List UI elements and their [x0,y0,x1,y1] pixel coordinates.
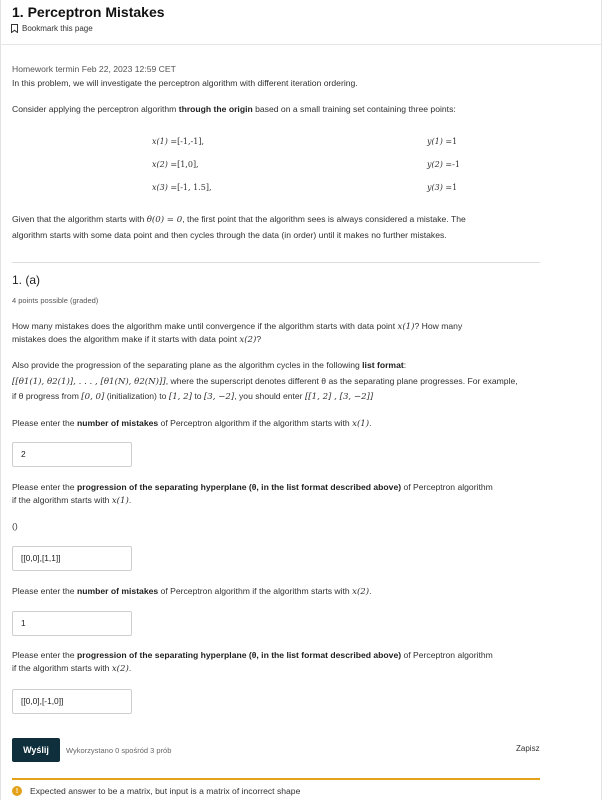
prompt-progression-x1-2: if the algorithm starts with x(1). [12,495,132,506]
prompt-mistakes-x1: Please enter the number of mistakes of Perceptron algorithm if the algorithm starts with x(1). [12,418,372,429]
training-y2: y(2) =-1 [427,160,460,169]
given-text-2: algorithm starts with some data point and then cycles through the data (in order) until it makes no further mistakes. [12,230,447,240]
mistakes-x2-input[interactable]: 1 [12,611,132,636]
question-progression-3: if θ progress from [0, 0] (initialization) to [1, 2] to [3, −2], you should enter [[1, 2] , [3, −2]] [12,391,374,402]
prompt-progression-x2: Please enter the progression of the separating hyperplane (θ, in the list format described above) of Perceptron algorithm [12,650,493,660]
training-y3: y(3) =1 [427,183,458,192]
bookmark-label: Bookmark this page [22,24,93,33]
homework-due: Homework termin Feb 22, 2023 12:59 CET [12,64,176,74]
attempts-used: Wykorzystano 0 spośród 3 prób [66,746,172,755]
points-possible: 4 points possible (graded) [12,296,99,305]
prompt-progression-x2-2: if the algorithm starts with x(2). [12,663,132,674]
prompt-progression-x1: Please enter the progression of the separating hyperplane (θ, in the list format described above) of Perceptron algorithm [12,482,493,492]
warning-icon: ! [12,786,22,796]
save-button[interactable]: Zapisz [516,744,540,753]
section-divider [12,262,540,263]
question-mistakes-1: How many mistakes does the algorithm make until convergence if the algorithm starts with data point x(1)? How many [12,321,463,332]
training-x1: x(1) =[-1,-1], [152,137,205,146]
math-preview: () [12,521,18,531]
training-x2: x(2) =[1,0], [152,160,199,169]
progression-x2-input[interactable]: [[0,0],[-1,0]] [12,689,132,714]
training-x3: x(3) =[-1, 1.5], [152,183,212,192]
warning-text: Expected answer to be a matrix, but input is a matrix of incorrect shape [30,786,301,796]
given-text-1: Given that the algorithm starts with θ(0) = 0, the first point that the algorithm sees is always considered a mistake. The [12,214,466,225]
question-progression-1: Also provide the progression of the separating plane as the algorithm cycles in the following list format: [12,360,407,370]
question-mistakes-2: mistakes does the algorithm make if it starts with data point x(2)? [12,334,262,345]
intro-text: In this problem, we will investigate the perceptron algorithm with different iteration ordering. [12,78,358,88]
bookmark-icon [11,24,18,33]
warning-bar [12,778,540,780]
progression-x1-input[interactable]: [[0,0],[1,1]] [12,546,132,571]
training-y1: y(1) =1 [427,137,458,146]
bookmark-button[interactable] [11,24,93,33]
question-progression-2: [[θ1(1), θ2(1)], . . . , [θ1(N), θ2(N)]], where the superscript denotes different θ as the separating plane progresses. For example, [12,376,518,387]
prompt-mistakes-x2: Please enter the number of mistakes of Perceptron algorithm if the algorithm starts with x(2). [12,586,372,597]
header-divider [0,44,602,45]
intro-consider: Consider applying the perceptron algorithm through the origin based on a small training set containing three points: [12,104,456,114]
warning-message [12,786,300,796]
submit-button[interactable]: Wyślij [12,738,60,762]
part-a-heading: 1. (a) [12,273,41,287]
page-title: 1. Perceptron Mistakes [12,4,165,20]
mistakes-x1-input[interactable]: 2 [12,442,132,467]
